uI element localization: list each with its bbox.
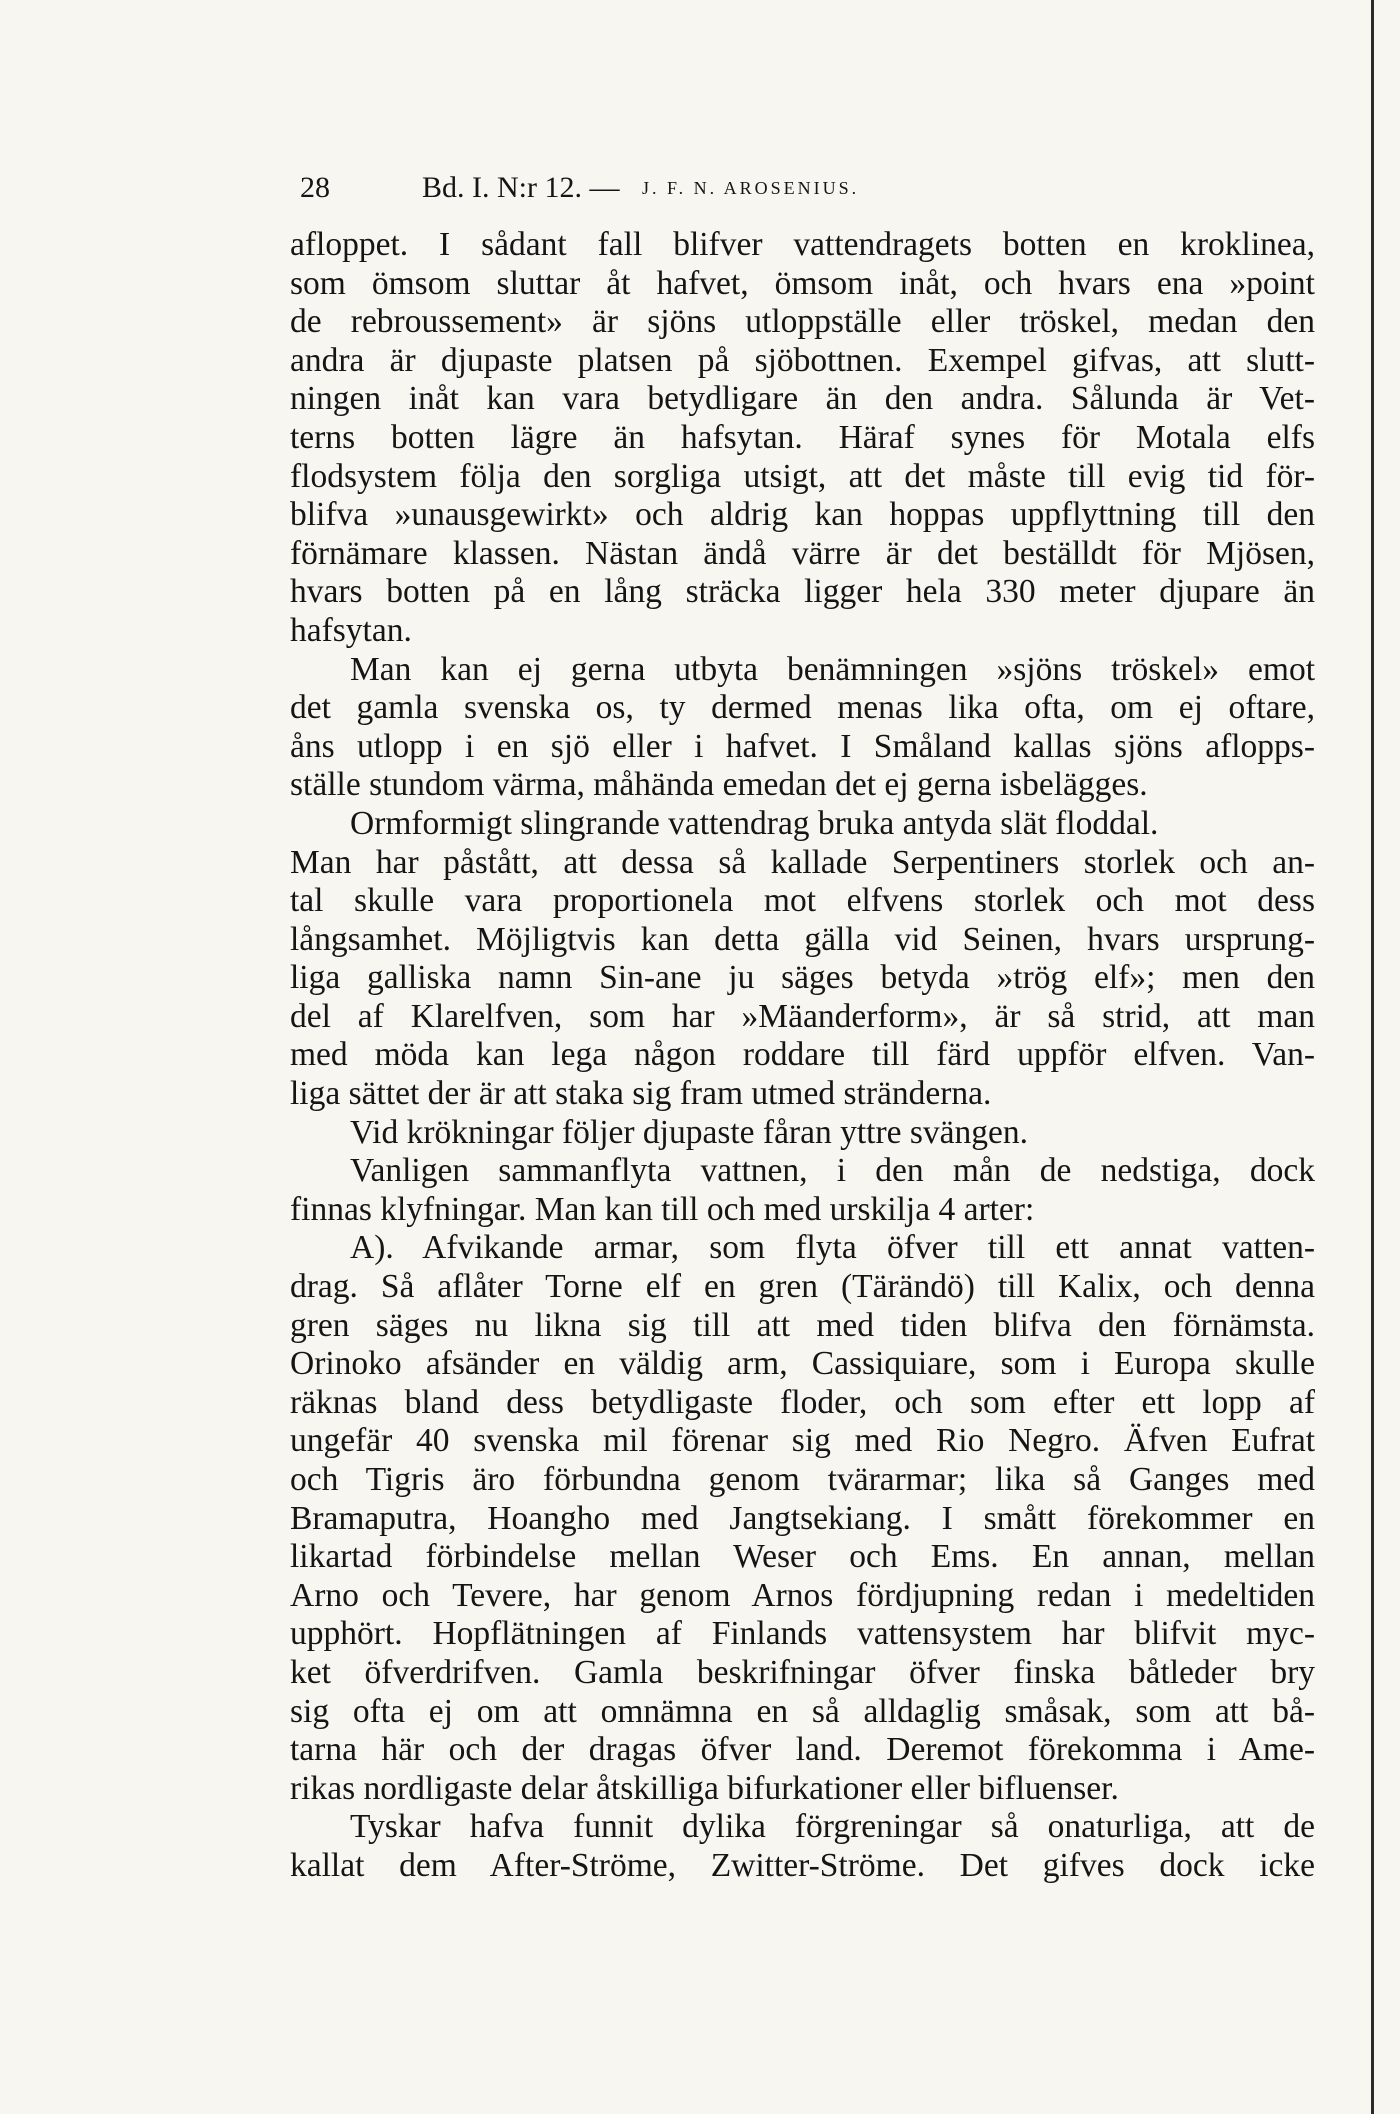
body-text (290, 226, 1315, 1886)
text-line: terns botten lägre än hafsytan. Häraf synes för Motala elfs (290, 418, 1315, 456)
text-line: det gamla svenska os, ty dermed menas lika ofta, om ej oftare, (290, 689, 1315, 727)
text-line: ungefär 40 svenska mil förenar sig med Rio Negro. Äfven Eufrat (290, 1422, 1315, 1460)
text-line: Man kan ej gerna utbyta benämningen »sjöns tröskel» emot (350, 650, 1315, 688)
text-line: ställe stundom värma, måhända emedan det ej gerna isbelägges. (290, 766, 1148, 804)
text-line: förnämare klassen. Nästan ändå värre är det beställdt för Mjösen, (290, 534, 1315, 572)
text-line: liga sättet der är att staka sig fram utmed stränderna. (290, 1075, 992, 1113)
text-line: Vanligen sammanflyta vattnen, i den mån de nedstiga, dock (350, 1152, 1315, 1190)
text-line: blifva »unausgewirkt» och aldrig kan hoppas uppflyttning till den (290, 496, 1315, 534)
text-line: Bramaputra, Hoangho med Jangtsekiang. I smått förekommer en (290, 1499, 1315, 1537)
text-line: med möda kan lega någon roddare till färd uppför elfven. Van- (290, 1036, 1315, 1074)
text-line: flodsystem följa den sorgliga utsigt, att det måste till evig tid för- (290, 457, 1315, 495)
text-line: ket öfverdrifven. Gamla beskrifningar öfver finska båtleder bry (290, 1653, 1315, 1691)
text-line: räknas bland dess betydligaste floder, och som efter ett lopp af (290, 1383, 1315, 1421)
text-line: rikas nordligaste delar åtskilliga bifurkationer eller bifluenser. (290, 1769, 1119, 1807)
text-line: andra är djupaste platsen på sjöbottnen. Exempel gifvas, att slutt- (290, 341, 1315, 379)
text-line: A). Afvikande armar, som flyta öfver till ett annat vatten- (350, 1229, 1315, 1267)
text-line: finnas klyfningar. Man kan till och med urskilja 4 arter: (290, 1190, 1035, 1228)
text-line: de rebroussement» är sjöns utloppställe eller tröskel, medan den (290, 303, 1315, 341)
text-line: tal skulle vara proportionela mot elfvens storlek och mot dess (290, 882, 1315, 920)
text-line: likartad förbindelse mellan Weser och Ems. En annan, mellan (290, 1538, 1315, 1576)
text-line: Man har påstått, att dessa så kallade Serpentiners storlek och an- (290, 843, 1315, 881)
text-line: åns utlopp i en sjö eller i hafvet. I Småland kallas sjöns aflopps- (290, 727, 1315, 765)
text-line: och Tigris äro förbundna genom tvärarmar; lika så Ganges med (290, 1461, 1315, 1498)
author-name: J. F. N. AROSENIUS. (642, 178, 860, 198)
text-line: afloppet. I sådant fall blifver vattendragets botten en kroklinea, (290, 226, 1315, 263)
text-line: Tyskar hafva funnit dylika förgreningar så onaturliga, att de (350, 1808, 1315, 1846)
text-line: som ömsom sluttar åt hafvet, ömsom inåt, och hvars ena »point (290, 264, 1315, 302)
text-line: hafsytan. (290, 611, 412, 649)
text-line: upphört. Hopflätningen af Finlands vattensystem har blifvit myc- (290, 1615, 1315, 1653)
text-line: tarna här och der dragas öfver land. Deremot förekomma i Ame- (290, 1731, 1315, 1769)
text-line: Vid krökningar följer djupaste fåran yttre svängen. (350, 1113, 1028, 1151)
page-number: 28 (300, 171, 330, 204)
text-line: kallat dem After-Ströme, Zwitter-Ströme. Det gifves dock icke (290, 1846, 1315, 1884)
text-line: gren säges nu likna sig till att med tiden blifva den förnämsta. (290, 1306, 1315, 1344)
text-line: Ormformigt slingrande vattendrag bruka antyda slät floddal. (350, 804, 1159, 842)
page-edge-rule (1371, 0, 1374, 2114)
text-line: Arno och Tevere, har genom Arnos fördjupning redan i medeltiden (290, 1576, 1315, 1614)
text-line: långsamhet. Möjligtvis kan detta gälla vid Seinen, hvars ursprung- (290, 920, 1315, 958)
text-line: hvars botten på en lång sträcka ligger hela 330 meter djupare än (290, 573, 1315, 611)
volume-reference: Bd. I. N:r 12. — (422, 171, 620, 204)
text-line: ningen inåt kan vara betydligare än den andra. Sålunda är Vet- (290, 380, 1315, 418)
text-line: del af Klarelfven, som har »Mäanderform», är så strid, att man (290, 997, 1315, 1035)
text-line: Orinoko afsänder en väldig arm, Cassiquiare, som i Europa skulle (290, 1345, 1315, 1383)
running-header (300, 168, 1100, 208)
text-line: liga galliska namn Sin-ane ju säges betyda »trög elf»; men den (290, 959, 1315, 997)
text-line: drag. Så aflåter Torne elf en gren (Tärändö) till Kalix, och denna (290, 1268, 1315, 1306)
text-line: sig ofta ej om att omnämna en så alldaglig småsak, som att bå- (290, 1692, 1315, 1730)
